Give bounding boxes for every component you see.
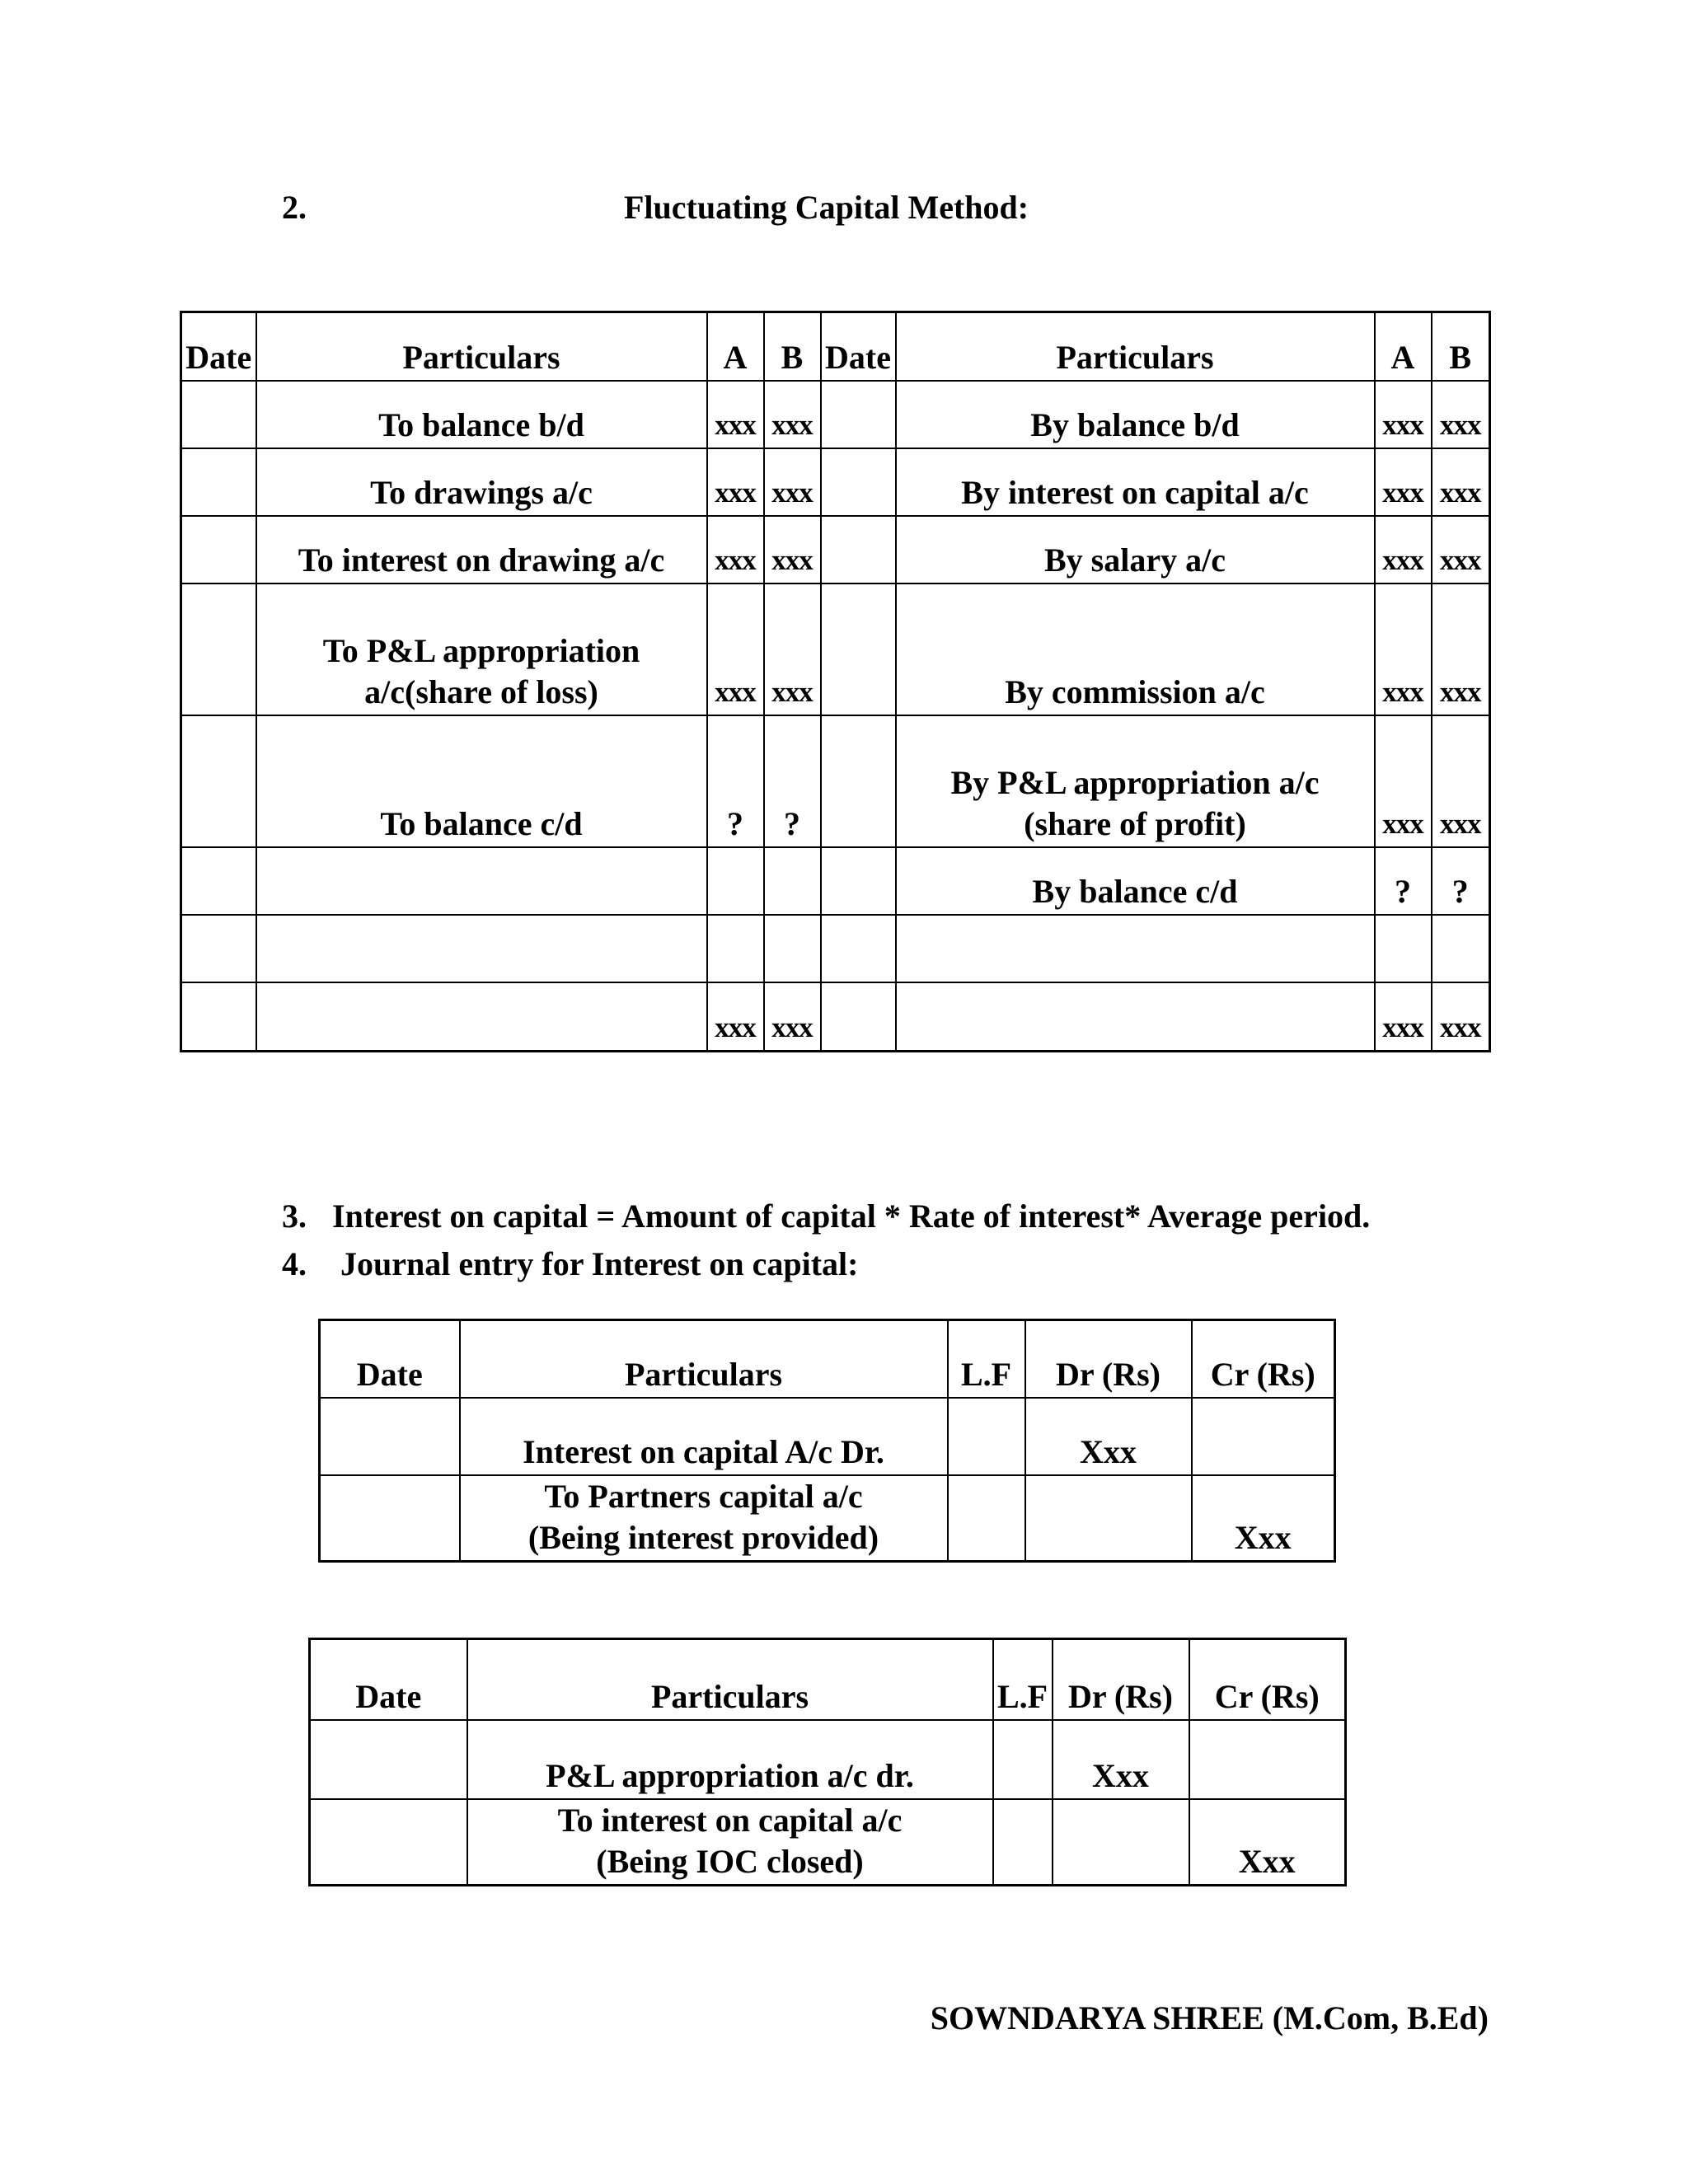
table-row — [181, 847, 1490, 915]
date-cell — [310, 1720, 467, 1799]
cr-cell — [1192, 1398, 1335, 1475]
amount-a-cell: xxx — [707, 516, 764, 583]
amount-a-cell: xxx — [1375, 516, 1432, 583]
author-credit: SOWNDARYA SHREE (M.Com, B.Ed) — [930, 1999, 1489, 2036]
table-header-row — [181, 312, 1490, 381]
particulars-cell: To interest on drawing a/c — [256, 516, 707, 583]
item-4-number: 4. — [282, 1245, 307, 1282]
date-cell — [821, 847, 896, 915]
date-cell — [181, 516, 256, 583]
date-cell — [181, 381, 256, 448]
dr-cell: Xxx — [1053, 1720, 1189, 1799]
date-cell — [181, 982, 256, 1052]
table-row — [181, 448, 1490, 516]
amount-b-cell — [764, 915, 821, 982]
total-a-credit: xxx — [1375, 982, 1432, 1052]
header-particulars: Particulars — [460, 1320, 948, 1398]
header-dr: Dr (Rs) — [1053, 1639, 1189, 1720]
date-cell — [821, 381, 896, 448]
particulars-cell: By interest on capital a/c — [896, 448, 1375, 516]
amount-a-cell: xxx — [1375, 715, 1432, 847]
amount-a-cell — [1375, 915, 1432, 982]
particulars-cell: By salary a/c — [896, 516, 1375, 583]
table-row — [310, 1799, 1346, 1886]
amount-b-cell: xxx — [1432, 715, 1490, 847]
particulars-cell — [896, 982, 1375, 1052]
date-cell — [821, 448, 896, 516]
table-header-row — [310, 1639, 1346, 1720]
amount-a-cell: ? — [707, 715, 764, 847]
amount-a-cell — [707, 847, 764, 915]
particulars-cell: To interest on capital a/c (Being IOC closed) — [467, 1799, 993, 1886]
amount-b-cell: xxx — [1432, 516, 1490, 583]
cr-cell — [1189, 1720, 1346, 1799]
amount-a-cell — [707, 915, 764, 982]
dr-cell — [1025, 1475, 1192, 1562]
amount-a-cell: xxx — [1375, 583, 1432, 715]
particulars-cell — [896, 915, 1375, 982]
amount-a-cell: xxx — [707, 448, 764, 516]
particulars-cell: To balance b/d — [256, 381, 707, 448]
date-cell — [181, 915, 256, 982]
amount-b-cell: xxx — [764, 516, 821, 583]
dr-cell: Xxx — [1025, 1398, 1192, 1475]
date-cell — [181, 715, 256, 847]
lf-cell — [993, 1799, 1053, 1886]
item-3-text: Interest on capital = Amount of capital * Rate of interest* Average period. — [332, 1197, 1371, 1235]
particulars-cell: To P&L appropriation a/c(share of loss) — [256, 583, 707, 715]
total-b-credit: xxx — [1432, 982, 1490, 1052]
amount-b-cell: xxx — [1432, 448, 1490, 516]
table-header-row — [320, 1320, 1335, 1398]
header-particulars: Particulars — [467, 1639, 993, 1720]
item-4-text: Journal entry for Interest on capital: — [340, 1245, 859, 1282]
header-date-credit: Date — [821, 312, 896, 381]
item-3-number: 3. — [282, 1197, 307, 1235]
section-number: 2. — [282, 189, 307, 226]
header-lf: L.F — [948, 1320, 1025, 1398]
table-row — [310, 1720, 1346, 1799]
date-cell — [181, 847, 256, 915]
particulars-cell: To drawings a/c — [256, 448, 707, 516]
date-cell — [821, 583, 896, 715]
date-cell — [310, 1799, 467, 1886]
amount-a-cell: xxx — [1375, 381, 1432, 448]
header-date-debit: Date — [181, 312, 256, 381]
header-particulars-debit: Particulars — [256, 312, 707, 381]
amount-b-cell: xxx — [764, 381, 821, 448]
particulars-cell — [256, 847, 707, 915]
table-row — [181, 583, 1490, 715]
particulars-cell: To Partners capital a/c (Being interest provided) — [460, 1475, 948, 1562]
date-cell — [320, 1398, 460, 1475]
table-row — [181, 381, 1490, 448]
cr-cell: Xxx — [1192, 1475, 1335, 1562]
date-cell — [821, 915, 896, 982]
header-a-credit: A — [1375, 312, 1432, 381]
journal-table-interest-provided — [318, 1319, 1336, 1563]
header-b-debit: B — [764, 312, 821, 381]
amount-b-cell: xxx — [764, 583, 821, 715]
date-cell — [181, 448, 256, 516]
date-cell — [821, 982, 896, 1052]
lf-cell — [948, 1398, 1025, 1475]
particulars-cell: P&L appropriation a/c dr. — [467, 1720, 993, 1799]
particulars-cell — [256, 915, 707, 982]
total-b-debit: xxx — [764, 982, 821, 1052]
total-row — [181, 982, 1490, 1052]
particulars-cell: To balance c/d — [256, 715, 707, 847]
header-a-debit: A — [707, 312, 764, 381]
date-cell — [821, 715, 896, 847]
amount-b-cell: ? — [764, 715, 821, 847]
amount-b-cell — [1432, 915, 1490, 982]
particulars-cell: Interest on capital A/c Dr. — [460, 1398, 948, 1475]
table-row — [181, 715, 1490, 847]
header-cr: Cr (Rs) — [1189, 1639, 1346, 1720]
dr-cell — [1053, 1799, 1189, 1886]
capital-account-table — [180, 311, 1491, 1052]
amount-b-cell: xxx — [1432, 381, 1490, 448]
particulars-cell: By commission a/c — [896, 583, 1375, 715]
header-cr: Cr (Rs) — [1192, 1320, 1335, 1398]
particulars-cell — [256, 982, 707, 1052]
cr-cell: Xxx — [1189, 1799, 1346, 1886]
table-row — [181, 516, 1490, 583]
amount-b-cell: ? — [1432, 847, 1490, 915]
header-date: Date — [310, 1639, 467, 1720]
date-cell — [320, 1475, 460, 1562]
amount-b-cell: xxx — [764, 448, 821, 516]
table-row — [320, 1475, 1335, 1562]
journal-table-ioc-closed — [308, 1638, 1347, 1886]
header-b-credit: B — [1432, 312, 1490, 381]
total-a-debit: xxx — [707, 982, 764, 1052]
amount-b-cell: xxx — [1432, 583, 1490, 715]
header-particulars-credit: Particulars — [896, 312, 1375, 381]
lf-cell — [948, 1475, 1025, 1562]
particulars-cell: By balance b/d — [896, 381, 1375, 448]
table-row — [320, 1398, 1335, 1475]
particulars-cell: By balance c/d — [896, 847, 1375, 915]
section-title: Fluctuating Capital Method: — [624, 189, 1029, 226]
lf-cell — [993, 1720, 1053, 1799]
table-row — [181, 915, 1490, 982]
amount-a-cell: xxx — [1375, 448, 1432, 516]
amount-b-cell — [764, 847, 821, 915]
amount-a-cell: xxx — [707, 381, 764, 448]
header-date: Date — [320, 1320, 460, 1398]
date-cell — [821, 516, 896, 583]
particulars-cell: By P&L appropriation a/c (share of profit) — [896, 715, 1375, 847]
amount-a-cell: xxx — [707, 583, 764, 715]
amount-a-cell: ? — [1375, 847, 1432, 915]
date-cell — [181, 583, 256, 715]
header-lf: L.F — [993, 1639, 1053, 1720]
header-dr: Dr (Rs) — [1025, 1320, 1192, 1398]
